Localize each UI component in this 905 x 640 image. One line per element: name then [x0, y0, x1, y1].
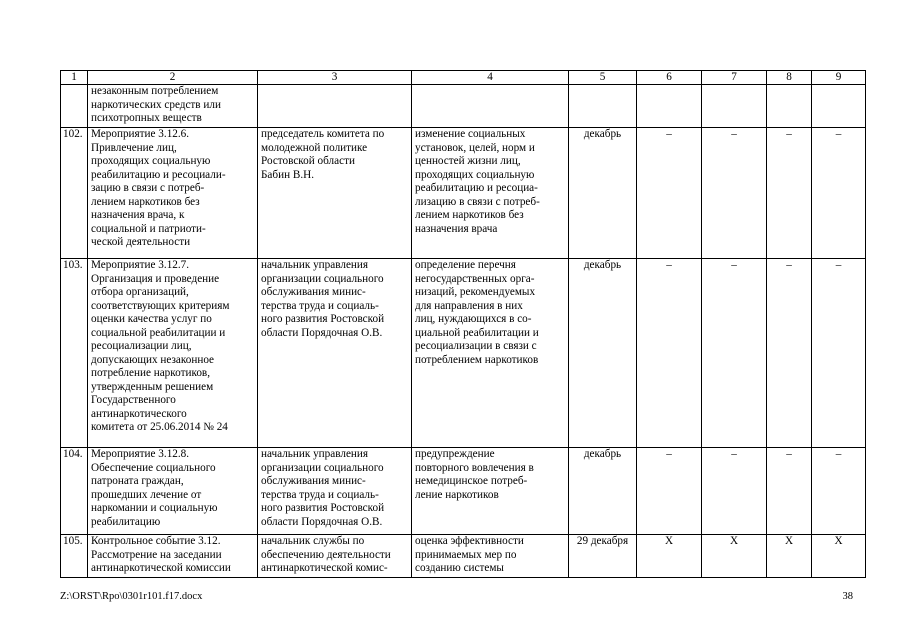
- col7-cell: –: [702, 448, 767, 535]
- col8-cell: –: [767, 128, 812, 259]
- col8-cell: –: [767, 259, 812, 448]
- column-header: 1: [61, 71, 88, 85]
- page-number: 38: [842, 591, 853, 602]
- column-number-row: [61, 71, 866, 85]
- result-cell: изменение социальных установок, целей, норм и ценностей жизни лиц, проходящих социальную реабилитацию и ресоциа- лизацию в связи с потреб- лением наркотиков без назначения врача: [412, 128, 569, 259]
- col6-cell: –: [637, 128, 702, 259]
- row-number: 104.: [61, 448, 88, 535]
- col8-cell: [767, 85, 812, 128]
- row-number: 102.: [61, 128, 88, 259]
- col6-cell: X: [637, 535, 702, 578]
- col8-cell: –: [767, 448, 812, 535]
- column-header: 2: [88, 71, 258, 85]
- responsible-cell: [258, 85, 412, 128]
- result-cell: определение перечня негосударственных орга- низаций, рекомендуемых для направления в них лиц, нуждающихся в со- циальной реабилитации и ресоциализации в связи с потреблением наркотиков: [412, 259, 569, 448]
- column-header: 6: [637, 71, 702, 85]
- col9-cell: [812, 85, 866, 128]
- column-header: 5: [569, 71, 637, 85]
- event-cell: незаконным потреблением наркотических средств или психотропных веществ: [88, 85, 258, 128]
- row-number: 103.: [61, 259, 88, 448]
- table-row: [61, 448, 866, 535]
- column-header: 7: [702, 71, 767, 85]
- col6-cell: [637, 85, 702, 128]
- col9-cell: –: [812, 128, 866, 259]
- event-cell: Мероприятие 3.12.8. Обеспечение социального патроната граждан, прошедших лечение от наркомании и социальную реабилитацию: [88, 448, 258, 535]
- event-cell: Мероприятие 3.12.6. Привлечение лиц, проходящих социальную реабилитацию и ресоциали- зацию в связи с потреб- лением наркотиков без назначения врача, к социальной и патриоти- ческой деятельности: [88, 128, 258, 259]
- col9-cell: –: [812, 448, 866, 535]
- col9-cell: X: [812, 535, 866, 578]
- event-cell: Контрольное событие 3.12. Рассмотрение на заседании антинаркотической комиссии: [88, 535, 258, 578]
- result-cell: [412, 85, 569, 128]
- col7-cell: –: [702, 259, 767, 448]
- responsible-cell: председатель комитета по молодежной политике Ростовской области Бабин В.Н.: [258, 128, 412, 259]
- result-cell: предупреждение повторного вовлечения в немедицинское потреб- ление наркотиков: [412, 448, 569, 535]
- row-number: 105.: [61, 535, 88, 578]
- responsible-cell: начальник службы по обеспечению деятельности антинаркотической комис-: [258, 535, 412, 578]
- col7-cell: [702, 85, 767, 128]
- row-number: [61, 85, 88, 128]
- col7-cell: X: [702, 535, 767, 578]
- col6-cell: –: [637, 259, 702, 448]
- date-cell: декабрь: [569, 128, 637, 259]
- responsible-cell: начальник управления организации социального обслуживания минис- терства труда и социаль- ного развития Ростовской области Порядочная О.В.: [258, 448, 412, 535]
- date-cell: декабрь: [569, 448, 637, 535]
- table-row: [61, 535, 866, 578]
- col6-cell: –: [637, 448, 702, 535]
- result-cell: оценка эффективности принимаемых мер по созданию системы: [412, 535, 569, 578]
- column-header: 3: [258, 71, 412, 85]
- column-header: 9: [812, 71, 866, 85]
- responsible-cell: начальник управления организации социального обслуживания минис- терства труда и социаль- ного развития Ростовской области Порядочная О.В.: [258, 259, 412, 448]
- table-row: [61, 85, 866, 128]
- plan-table: [60, 70, 866, 578]
- col7-cell: –: [702, 128, 767, 259]
- table-row: [61, 259, 866, 448]
- date-cell: 29 декабря: [569, 535, 637, 578]
- event-cell: Мероприятие 3.12.7. Организация и проведение отбора организаций, соответствующих критериям оценки качества услуг по социальной реабилитации и ресоциализации лиц, допускающих незаконное потребление наркотиков, утвержденным решением Государственного антинаркотического комитета от 25.06.2014 № 24: [88, 259, 258, 448]
- column-header: 4: [412, 71, 569, 85]
- date-cell: [569, 85, 637, 128]
- date-cell: декабрь: [569, 259, 637, 448]
- file-path: Z:\ORST\Rpo\0301r101.f17.docx: [60, 591, 203, 602]
- col8-cell: X: [767, 535, 812, 578]
- column-header: 8: [767, 71, 812, 85]
- col9-cell: –: [812, 259, 866, 448]
- table-row: [61, 128, 866, 259]
